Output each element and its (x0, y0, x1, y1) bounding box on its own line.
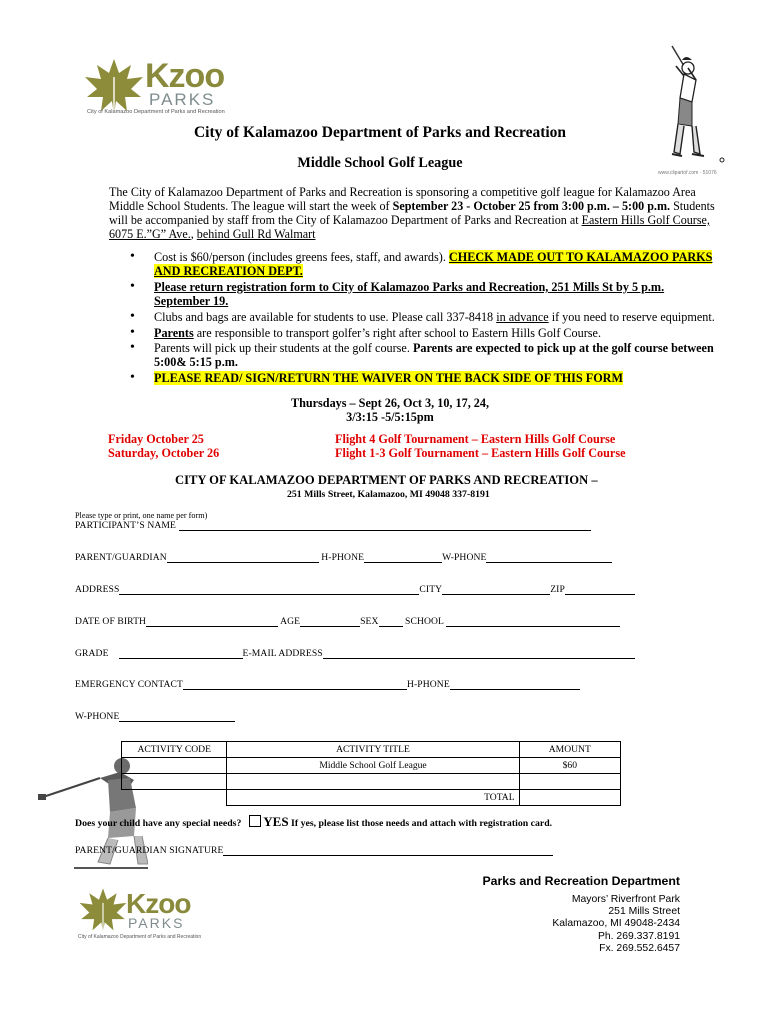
logo-sub-text: PARKS (149, 90, 216, 109)
intro-text-2: Students will be accompanied by staff from the City of Kalamazoo Department of Parks and Recreation at (109, 199, 715, 227)
kzoo-parks-logo-bottom (78, 886, 228, 946)
activity-title-cell: Middle School Golf League (227, 758, 519, 774)
golfer-icon (652, 40, 732, 168)
schedule (240, 396, 540, 424)
wphone-field[interactable] (486, 552, 612, 563)
pickup-text: Parents will pick up their students at the golf course. (154, 341, 413, 356)
page-subtitle: Middle School Golf League (297, 155, 463, 171)
address-row (75, 584, 635, 595)
email-label: E-MAIL ADDRESS (242, 648, 323, 659)
clubs-text-b: if you need to reserve equipment. (548, 309, 715, 324)
bullet-clubs (108, 310, 720, 324)
dob-label: DATE OF BIRTH (75, 616, 147, 627)
dept-line-5: Fx. 269.552.6457 (599, 942, 680, 954)
special-needs-row (75, 814, 552, 830)
sex-field[interactable] (379, 616, 403, 627)
parent-label: PARENT/GUARDIAN (75, 552, 167, 563)
golfer-clipart-top (652, 40, 732, 180)
dept-line-2: 251 Mills Street (608, 906, 680, 918)
empty-code-cell[interactable] (122, 774, 227, 790)
zip-field[interactable] (565, 584, 635, 595)
wphone-label: W-PHONE (442, 552, 487, 563)
emergency-row (75, 679, 580, 690)
city-field[interactable] (442, 584, 550, 595)
schedule-times: 3/3:15 -5/5:15pm (346, 410, 434, 424)
dept-line-3: Kalamazoo, MI 49048-2434 (552, 918, 680, 930)
emergency-contact-field[interactable] (183, 679, 407, 690)
total-amount-cell[interactable] (519, 790, 620, 806)
empty-title-cell[interactable] (227, 774, 519, 790)
wphone2-label: W-PHONE (75, 711, 120, 722)
cost-text: Cost is $60/person (includes greens fees, staff, and awards). (154, 250, 449, 264)
wphone2-row (75, 711, 235, 722)
logo-bottom-caption: City of Kalamazoo Department of Parks and Recreation (78, 934, 202, 940)
waiver-notice: PLEASE READ/ SIGN/RETURN THE WAIVER ON THE BACK SIDE OF THIS FORM (154, 371, 623, 386)
leaf-icon-bottom (78, 886, 128, 936)
form-note: Please type or print, one name per form) (75, 511, 208, 520)
total-label: TOTAL (227, 790, 519, 806)
zip-label: ZIP (550, 584, 565, 595)
tournament-events (335, 433, 625, 460)
age-label: AGE (280, 616, 301, 627)
address-field[interactable] (119, 584, 419, 595)
amount-cell: $60 (519, 758, 620, 774)
clubs-text-a: Clubs and bags are available for students to use. Please call 337-8418 (154, 309, 497, 324)
sex-label: SEX (360, 616, 379, 627)
participant-name-field[interactable] (179, 520, 591, 531)
bullet-transport (108, 326, 720, 340)
schedule-days: Thursdays – Sept 26, Oct 3, 10, 17, 24, (290, 396, 490, 410)
bullet-pickup (108, 341, 720, 369)
dept-line-4: Ph. 269.337.8191 (597, 930, 680, 942)
wphone2-field[interactable] (119, 711, 235, 722)
table-row (122, 758, 621, 774)
grade-label: GRADE (75, 648, 109, 659)
bullet-cost (108, 250, 720, 278)
signature-field[interactable] (223, 845, 553, 856)
tournament-date-2: Saturday, October 26 (108, 445, 220, 460)
participant-row (75, 520, 591, 531)
league-dates: September 23 - October 25 from 3:00 p.m. – 5:00 p.m. (392, 199, 671, 213)
leaf-icon (83, 57, 145, 117)
logo-brand-text: Kzoo (145, 57, 225, 95)
transport-text: are responsible to transport golfer’s right after school to Eastern Hills Golf Course. (193, 325, 601, 340)
yes-checkbox[interactable] (249, 815, 261, 827)
clubs-advance: in advance (496, 309, 549, 324)
emergency-hphone-field[interactable] (450, 679, 580, 690)
email-field[interactable] (323, 648, 635, 659)
city-label: CITY (419, 584, 443, 595)
emergency-hphone-label: H-PHONE (406, 679, 450, 690)
table-row-empty (122, 774, 621, 790)
address-label: ADDRESS (75, 584, 120, 595)
total-spacer (122, 790, 227, 806)
form-title: CITY OF KALAMAZOO DEPARTMENT OF PARKS AND RECREATION – (175, 473, 598, 487)
grade-field[interactable] (119, 648, 243, 659)
participant-label: PARTICIPANT’S NAME (75, 520, 177, 531)
return-text: Please return registration form to City of Kalamazoo Parks and Recreation, 251 Mills St by 5 p.m. September 19. (154, 279, 665, 309)
form-address: 251 Mills Street, Kalamazoo, MI 49048 337-8191 (287, 489, 490, 500)
bullet-waiver (108, 371, 720, 385)
course-location: Eastern Hills Golf Course, 6075 E.”G” Ave. (109, 213, 710, 241)
pickup-time: Parents are expected to pick up at the golf course between 5:00& 5:15 p.m. (154, 341, 714, 370)
parents-label: Parents (154, 325, 194, 340)
clipart-caption: www.clipartof.com · 51076 (658, 170, 717, 176)
col-amount: AMOUNT (519, 742, 620, 758)
check-payee: CHECK MADE OUT TO KALAMAZOO PARKS AND RECREATION DEPT. (154, 250, 713, 279)
logo-caption: City of Kalamazoo Department of Parks and Recreation (87, 109, 225, 115)
info-bullets (108, 250, 720, 387)
tournament-event-1: Flight 4 Golf Tournament – Eastern Hills Golf Course (335, 432, 616, 446)
dept-title: Parks and Recreation Department (482, 874, 680, 888)
dept-contact (430, 874, 680, 955)
special-needs-instruction: If yes, please list those needs and attach with registration card. (291, 818, 553, 829)
intro-sep: , (190, 227, 197, 241)
activity-table (121, 741, 621, 806)
signature-label: PARENT/GUARDIAN SIGNATURE (75, 845, 224, 856)
emergency-label: EMERGENCY CONTACT (75, 679, 183, 690)
intro-paragraph (109, 185, 717, 241)
hphone-field[interactable] (364, 552, 442, 563)
page-title: City of Kalamazoo Department of Parks and Recreation (193, 124, 567, 141)
hphone-label: H-PHONE (321, 552, 365, 563)
parent-row (75, 552, 612, 563)
school-label: SCHOOL (405, 616, 444, 627)
kzoo-parks-logo-top (83, 57, 253, 119)
dept-line-1: Mayors’ Riverfront Park (571, 894, 680, 905)
dob-row (75, 616, 620, 627)
school-field[interactable] (446, 616, 620, 627)
table-header-row (122, 742, 621, 758)
col-activity-title: ACTIVITY TITLE (227, 742, 519, 758)
signature-row (75, 845, 553, 856)
logo-bottom-sub: PARKS (128, 915, 185, 931)
col-activity-code: ACTIVITY CODE (122, 742, 227, 758)
parent-name-field[interactable] (167, 552, 319, 563)
tournament-dates (108, 433, 219, 460)
tournament-date-1: Friday October 25 (108, 432, 204, 446)
grade-row (75, 648, 635, 659)
age-field[interactable] (300, 616, 360, 627)
logo-bottom-brand: Kzoo (126, 888, 191, 919)
dob-field[interactable] (146, 616, 278, 627)
walmart-location: behind Gull Rd Walmart (196, 227, 316, 241)
yes-label: YES (263, 814, 289, 829)
activity-code-cell[interactable] (122, 758, 227, 774)
bullet-return (108, 280, 720, 308)
empty-amount-cell[interactable] (519, 774, 620, 790)
tournament-event-2: Flight 1-3 Golf Tournament – Eastern Hills Golf Course (335, 445, 626, 460)
special-needs-question: Does your child have any special needs? (75, 818, 242, 829)
table-total-row (122, 790, 621, 806)
intro-text-1: The City of Kalamazoo Department of Parks and Recreation is sponsoring a competitive golf league for Kalamazoo Area Middle School Students. The league will start the week of (109, 185, 696, 213)
